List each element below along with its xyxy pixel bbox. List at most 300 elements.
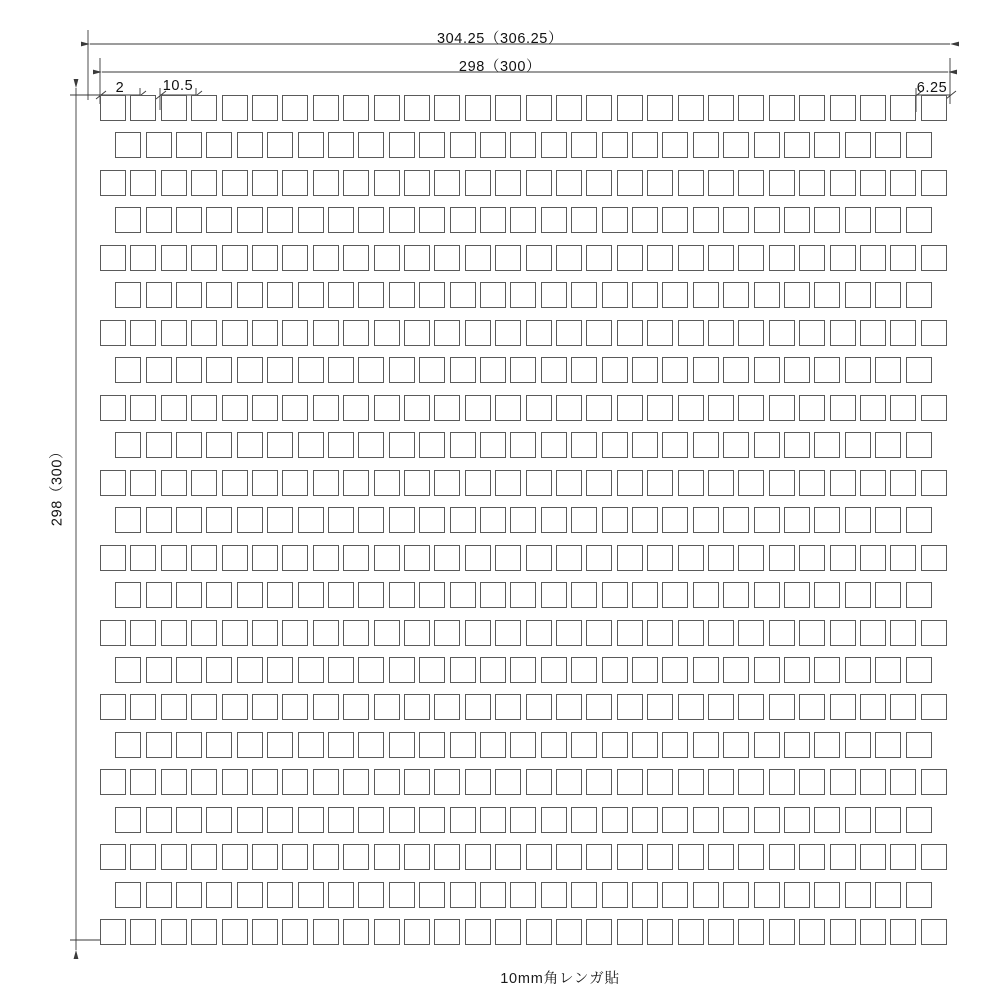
mosaic-tile — [434, 470, 460, 496]
mosaic-tile — [130, 95, 156, 121]
mosaic-tile — [510, 432, 536, 458]
mosaic-tile — [526, 170, 552, 196]
mosaic-tile — [708, 769, 734, 795]
mosaic-tile — [678, 170, 704, 196]
mosaic-tile — [510, 732, 536, 758]
mosaic-tile — [480, 507, 506, 533]
mosaic-tile — [100, 170, 126, 196]
mosaic-tile — [784, 207, 810, 233]
mosaic-tile — [738, 470, 764, 496]
mosaic-tile — [647, 95, 673, 121]
mosaic-tile — [754, 282, 780, 308]
mosaic-tile — [723, 507, 749, 533]
mosaic-tile — [130, 545, 156, 571]
mosaic-tile — [754, 507, 780, 533]
mosaic-tile — [358, 807, 384, 833]
mosaic-tile — [115, 807, 141, 833]
mosaic-tile — [313, 470, 339, 496]
mosaic-tile — [282, 320, 308, 346]
mosaic-tile — [617, 320, 643, 346]
mosaic-tile — [678, 769, 704, 795]
mosaic-tile — [374, 620, 400, 646]
mosaic-tile — [267, 357, 293, 383]
mosaic-tile — [906, 132, 932, 158]
mosaic-tile — [450, 357, 476, 383]
mosaic-tile — [647, 844, 673, 870]
mosaic-tile — [465, 769, 491, 795]
mosaic-tile — [678, 470, 704, 496]
mosaic-tile — [708, 919, 734, 945]
mosaic-tile — [708, 320, 734, 346]
mosaic-tile — [313, 844, 339, 870]
mosaic-tile — [814, 507, 840, 533]
mosaic-tile — [206, 657, 232, 683]
mosaic-tile — [176, 132, 202, 158]
mosaic-tile — [693, 582, 719, 608]
mosaic-tile — [313, 919, 339, 945]
mosaic-tile — [526, 470, 552, 496]
mosaic-tile — [100, 620, 126, 646]
mosaic-tile — [267, 282, 293, 308]
mosaic-tile — [875, 732, 901, 758]
mosaic-tile — [571, 282, 597, 308]
mosaic-tile — [769, 769, 795, 795]
mosaic-tile — [358, 432, 384, 458]
mosaic-tile — [602, 882, 628, 908]
mosaic-tile — [845, 357, 871, 383]
mosaic-tile — [480, 207, 506, 233]
mosaic-tile — [115, 507, 141, 533]
mosaic-tile — [769, 170, 795, 196]
mosaic-tile — [738, 95, 764, 121]
mosaic-tile — [252, 919, 278, 945]
mosaic-tile — [602, 507, 628, 533]
mosaic-tile — [814, 432, 840, 458]
mosaic-tile — [906, 282, 932, 308]
mosaic-tile — [769, 694, 795, 720]
mosaic-tile — [541, 132, 567, 158]
mosaic-tile — [495, 620, 521, 646]
mosaic-tile — [343, 919, 369, 945]
mosaic-tile — [723, 132, 749, 158]
mosaic-tile — [510, 807, 536, 833]
mosaic-tile — [678, 694, 704, 720]
mosaic-tile — [875, 432, 901, 458]
mosaic-tile — [769, 245, 795, 271]
mosaic-tile — [921, 95, 947, 121]
mosaic-tile — [769, 470, 795, 496]
mosaic-tile — [450, 582, 476, 608]
mosaic-tile — [146, 507, 172, 533]
mosaic-tile — [495, 769, 521, 795]
mosaic-tile — [252, 694, 278, 720]
mosaic-tile — [693, 507, 719, 533]
mosaic-tile — [298, 132, 324, 158]
mosaic-tile — [419, 657, 445, 683]
mosaic-tile — [282, 245, 308, 271]
mosaic-tile — [571, 732, 597, 758]
mosaic-tile — [754, 132, 780, 158]
mosaic-tile — [799, 95, 825, 121]
mosaic-tile — [130, 395, 156, 421]
mosaic-tile — [176, 507, 202, 533]
mosaic-tile — [830, 620, 856, 646]
mosaic-tile — [723, 432, 749, 458]
mosaic-tile — [465, 620, 491, 646]
mosaic-tile — [313, 395, 339, 421]
mosaic-tile — [769, 844, 795, 870]
mosaic-tile — [890, 919, 916, 945]
mosaic-tile — [556, 470, 582, 496]
mosaic-tile — [465, 320, 491, 346]
mosaic-tile — [708, 620, 734, 646]
mosaic-tile — [693, 432, 719, 458]
mosaic-tile — [358, 207, 384, 233]
mosaic-tile — [404, 95, 430, 121]
mosaic-tile — [617, 245, 643, 271]
mosaic-tile — [875, 582, 901, 608]
mosaic-tile — [921, 919, 947, 945]
mosaic-tile — [206, 882, 232, 908]
mosaic-tile — [678, 95, 704, 121]
mosaic-tile — [328, 282, 354, 308]
mosaic-tile — [860, 245, 886, 271]
mosaic-tile — [830, 320, 856, 346]
mosaic-tile — [298, 432, 324, 458]
mosaic-tile — [784, 657, 810, 683]
mosaic-tile — [556, 545, 582, 571]
mosaic-tile — [495, 95, 521, 121]
mosaic-tile — [632, 132, 658, 158]
mosaic-tile — [678, 320, 704, 346]
mosaic-tile — [754, 357, 780, 383]
mosaic-tile — [404, 769, 430, 795]
mosaic-tile — [100, 95, 126, 121]
mosaic-tile — [526, 320, 552, 346]
mosaic-tile — [556, 395, 582, 421]
mosaic-tile — [100, 470, 126, 496]
mosaic-tile — [358, 582, 384, 608]
mosaic-tile — [343, 170, 369, 196]
mosaic-tile — [434, 320, 460, 346]
mosaic-tile — [100, 320, 126, 346]
mosaic-tile — [130, 844, 156, 870]
dimension-top-outer: 304.25（306.25） — [436, 31, 564, 47]
mosaic-tile — [389, 282, 415, 308]
mosaic-tile — [845, 732, 871, 758]
mosaic-tile — [602, 207, 628, 233]
mosaic-tile — [571, 507, 597, 533]
mosaic-tile — [404, 470, 430, 496]
mosaic-tile — [602, 282, 628, 308]
mosaic-tile — [738, 545, 764, 571]
mosaic-tile — [161, 245, 187, 271]
mosaic-tile — [814, 807, 840, 833]
mosaic-tile — [662, 732, 688, 758]
mosaic-tile — [510, 132, 536, 158]
mosaic-tile — [282, 95, 308, 121]
mosaic-tile — [130, 769, 156, 795]
mosaic-tile — [313, 769, 339, 795]
mosaic-tile — [586, 769, 612, 795]
mosaic-tile — [282, 694, 308, 720]
mosaic-tile — [586, 395, 612, 421]
mosaic-tile — [146, 582, 172, 608]
mosaic-tile — [115, 132, 141, 158]
mosaic-tile — [541, 882, 567, 908]
mosaic-tile — [556, 620, 582, 646]
mosaic-tile — [282, 620, 308, 646]
mosaic-tile — [510, 507, 536, 533]
mosaic-tile — [921, 470, 947, 496]
mosaic-tile — [708, 470, 734, 496]
mosaic-tile — [693, 132, 719, 158]
mosaic-tile — [875, 807, 901, 833]
mosaic-tile — [434, 95, 460, 121]
mosaic-tile — [738, 769, 764, 795]
mosaic-tile — [252, 769, 278, 795]
mosaic-tile — [799, 245, 825, 271]
mosaic-tile — [906, 807, 932, 833]
mosaic-tile — [434, 919, 460, 945]
mosaic-tile — [298, 507, 324, 533]
mosaic-tile — [586, 95, 612, 121]
mosaic-tile — [389, 132, 415, 158]
mosaic-tile — [906, 657, 932, 683]
mosaic-tile — [191, 545, 217, 571]
mosaic-tile — [541, 207, 567, 233]
mosaic-tile — [450, 657, 476, 683]
mosaic-tile — [222, 245, 248, 271]
mosaic-tile — [510, 357, 536, 383]
mosaic-tile — [252, 95, 278, 121]
mosaic-tile — [480, 357, 506, 383]
mosaic-tile — [526, 694, 552, 720]
mosaic-tile — [632, 882, 658, 908]
mosaic-tile — [282, 919, 308, 945]
mosaic-tile — [738, 320, 764, 346]
mosaic-tile — [708, 844, 734, 870]
mosaic-tile — [161, 694, 187, 720]
mosaic-tile — [906, 432, 932, 458]
mosaic-tile — [784, 882, 810, 908]
mosaic-tile — [252, 470, 278, 496]
mosaic-tile — [237, 732, 263, 758]
mosaic-tile — [571, 357, 597, 383]
mosaic-tile — [769, 95, 795, 121]
mosaic-tile — [480, 282, 506, 308]
mosaic-tile — [586, 844, 612, 870]
mosaic-tile — [115, 732, 141, 758]
mosaic-tile — [146, 132, 172, 158]
mosaic-tile — [860, 769, 886, 795]
mosaic-tile — [495, 545, 521, 571]
mosaic-tile — [465, 844, 491, 870]
mosaic-tile — [191, 694, 217, 720]
mosaic-tile — [830, 245, 856, 271]
mosaic-tile — [526, 620, 552, 646]
mosaic-tile — [434, 170, 460, 196]
mosaic-tile — [404, 320, 430, 346]
mosaic-tile — [252, 395, 278, 421]
mosaic-tile — [799, 470, 825, 496]
mosaic-tile — [738, 694, 764, 720]
mosaic-tile — [510, 582, 536, 608]
mosaic-tile — [374, 95, 400, 121]
mosaic-tile — [814, 357, 840, 383]
mosaic-tile — [374, 170, 400, 196]
mosaic-tile — [693, 207, 719, 233]
mosaic-tile — [814, 732, 840, 758]
mosaic-tile — [541, 732, 567, 758]
mosaic-tile — [419, 732, 445, 758]
mosaic-tile — [465, 170, 491, 196]
mosaic-tile — [313, 245, 339, 271]
mosaic-tile — [571, 207, 597, 233]
mosaic-tile — [206, 432, 232, 458]
mosaic-tile — [404, 395, 430, 421]
mosaic-tile — [632, 357, 658, 383]
mosaic-tile — [647, 694, 673, 720]
mosaic-tile — [298, 282, 324, 308]
mosaic-tile — [328, 132, 354, 158]
mosaic-tile — [298, 582, 324, 608]
mosaic-tile — [510, 882, 536, 908]
mosaic-tile — [617, 170, 643, 196]
mosaic-tile — [298, 657, 324, 683]
mosaic-tile — [419, 207, 445, 233]
mosaic-tile — [662, 132, 688, 158]
mosaic-tile — [754, 432, 780, 458]
mosaic-tile — [465, 694, 491, 720]
mosaic-tile — [176, 807, 202, 833]
mosaic-tile — [799, 844, 825, 870]
mosaic-tile — [343, 470, 369, 496]
mosaic-tile — [115, 357, 141, 383]
mosaic-tile — [130, 245, 156, 271]
mosaic-tile — [495, 919, 521, 945]
mosaic-tile — [784, 582, 810, 608]
mosaic-tile — [875, 207, 901, 233]
mosaic-tile — [754, 732, 780, 758]
mosaic-tile — [921, 395, 947, 421]
mosaic-tile — [222, 694, 248, 720]
mosaic-tile — [176, 432, 202, 458]
mosaic-tile — [556, 844, 582, 870]
mosaic-tile — [328, 432, 354, 458]
mosaic-tile — [617, 395, 643, 421]
mosaic-tile — [738, 844, 764, 870]
mosaic-tile — [906, 582, 932, 608]
mosaic-tile — [921, 694, 947, 720]
mosaic-tile — [146, 207, 172, 233]
mosaic-tile — [328, 507, 354, 533]
mosaic-tile — [769, 320, 795, 346]
mosaic-tile — [419, 882, 445, 908]
mosaic-tile — [556, 694, 582, 720]
mosaic-tile — [541, 807, 567, 833]
mosaic-tile — [602, 432, 628, 458]
mosaic-tile — [586, 170, 612, 196]
mosaic-tile — [130, 170, 156, 196]
mosaic-tile — [586, 245, 612, 271]
mosaic-tile — [389, 657, 415, 683]
mosaic-tile — [480, 432, 506, 458]
mosaic-tile — [860, 620, 886, 646]
mosaic-tile — [100, 844, 126, 870]
mosaic-tile — [252, 620, 278, 646]
mosaic-tile — [404, 170, 430, 196]
mosaic-tile — [222, 919, 248, 945]
mosaic-tile — [389, 732, 415, 758]
mosaic-tile — [586, 320, 612, 346]
mosaic-tile — [769, 395, 795, 421]
mosaic-tile — [617, 769, 643, 795]
mosaic-tile — [845, 507, 871, 533]
mosaic-tile — [662, 582, 688, 608]
mosaic-tile — [161, 470, 187, 496]
mosaic-tile — [632, 282, 658, 308]
mosaic-tile — [541, 282, 567, 308]
mosaic-tile — [678, 919, 704, 945]
mosaic-tile — [419, 582, 445, 608]
mosaic-tile — [723, 207, 749, 233]
mosaic-tile — [617, 95, 643, 121]
mosaic-tile — [465, 95, 491, 121]
mosaic-tile — [389, 882, 415, 908]
mosaic-tile — [206, 582, 232, 608]
mosaic-tile — [602, 357, 628, 383]
mosaic-tile — [830, 395, 856, 421]
mosaic-tile — [662, 282, 688, 308]
mosaic-tile — [252, 245, 278, 271]
mosaic-tile — [328, 807, 354, 833]
mosaic-tile — [237, 657, 263, 683]
mosaic-tile — [647, 395, 673, 421]
mosaic-tile — [480, 732, 506, 758]
mosaic-tile — [662, 657, 688, 683]
mosaic-tile — [890, 395, 916, 421]
mosaic-tile — [222, 395, 248, 421]
mosaic-tile — [374, 545, 400, 571]
mosaic-tile — [890, 545, 916, 571]
mosaic-tile — [784, 282, 810, 308]
mosaic-tile — [130, 320, 156, 346]
mosaic-tile — [860, 95, 886, 121]
mosaic-tile — [434, 844, 460, 870]
mosaic-tile — [830, 919, 856, 945]
mosaic-tile — [921, 545, 947, 571]
mosaic-tile — [176, 282, 202, 308]
mosaic-tile — [191, 844, 217, 870]
mosaic-tile — [875, 657, 901, 683]
mosaic-tile — [814, 207, 840, 233]
dimension-right-edge-offset: 6.25 — [916, 80, 948, 96]
mosaic-tile — [647, 245, 673, 271]
mosaic-tile — [313, 95, 339, 121]
mosaic-tile — [434, 769, 460, 795]
mosaic-tile — [890, 320, 916, 346]
mosaic-tile — [647, 320, 673, 346]
mosaic-tile — [830, 545, 856, 571]
mosaic-tile — [282, 545, 308, 571]
mosaic-tile — [176, 882, 202, 908]
mosaic-tile — [526, 395, 552, 421]
mosaic-tile — [784, 807, 810, 833]
mosaic-tile — [389, 432, 415, 458]
mosaic-tile — [450, 807, 476, 833]
mosaic-tile — [799, 545, 825, 571]
